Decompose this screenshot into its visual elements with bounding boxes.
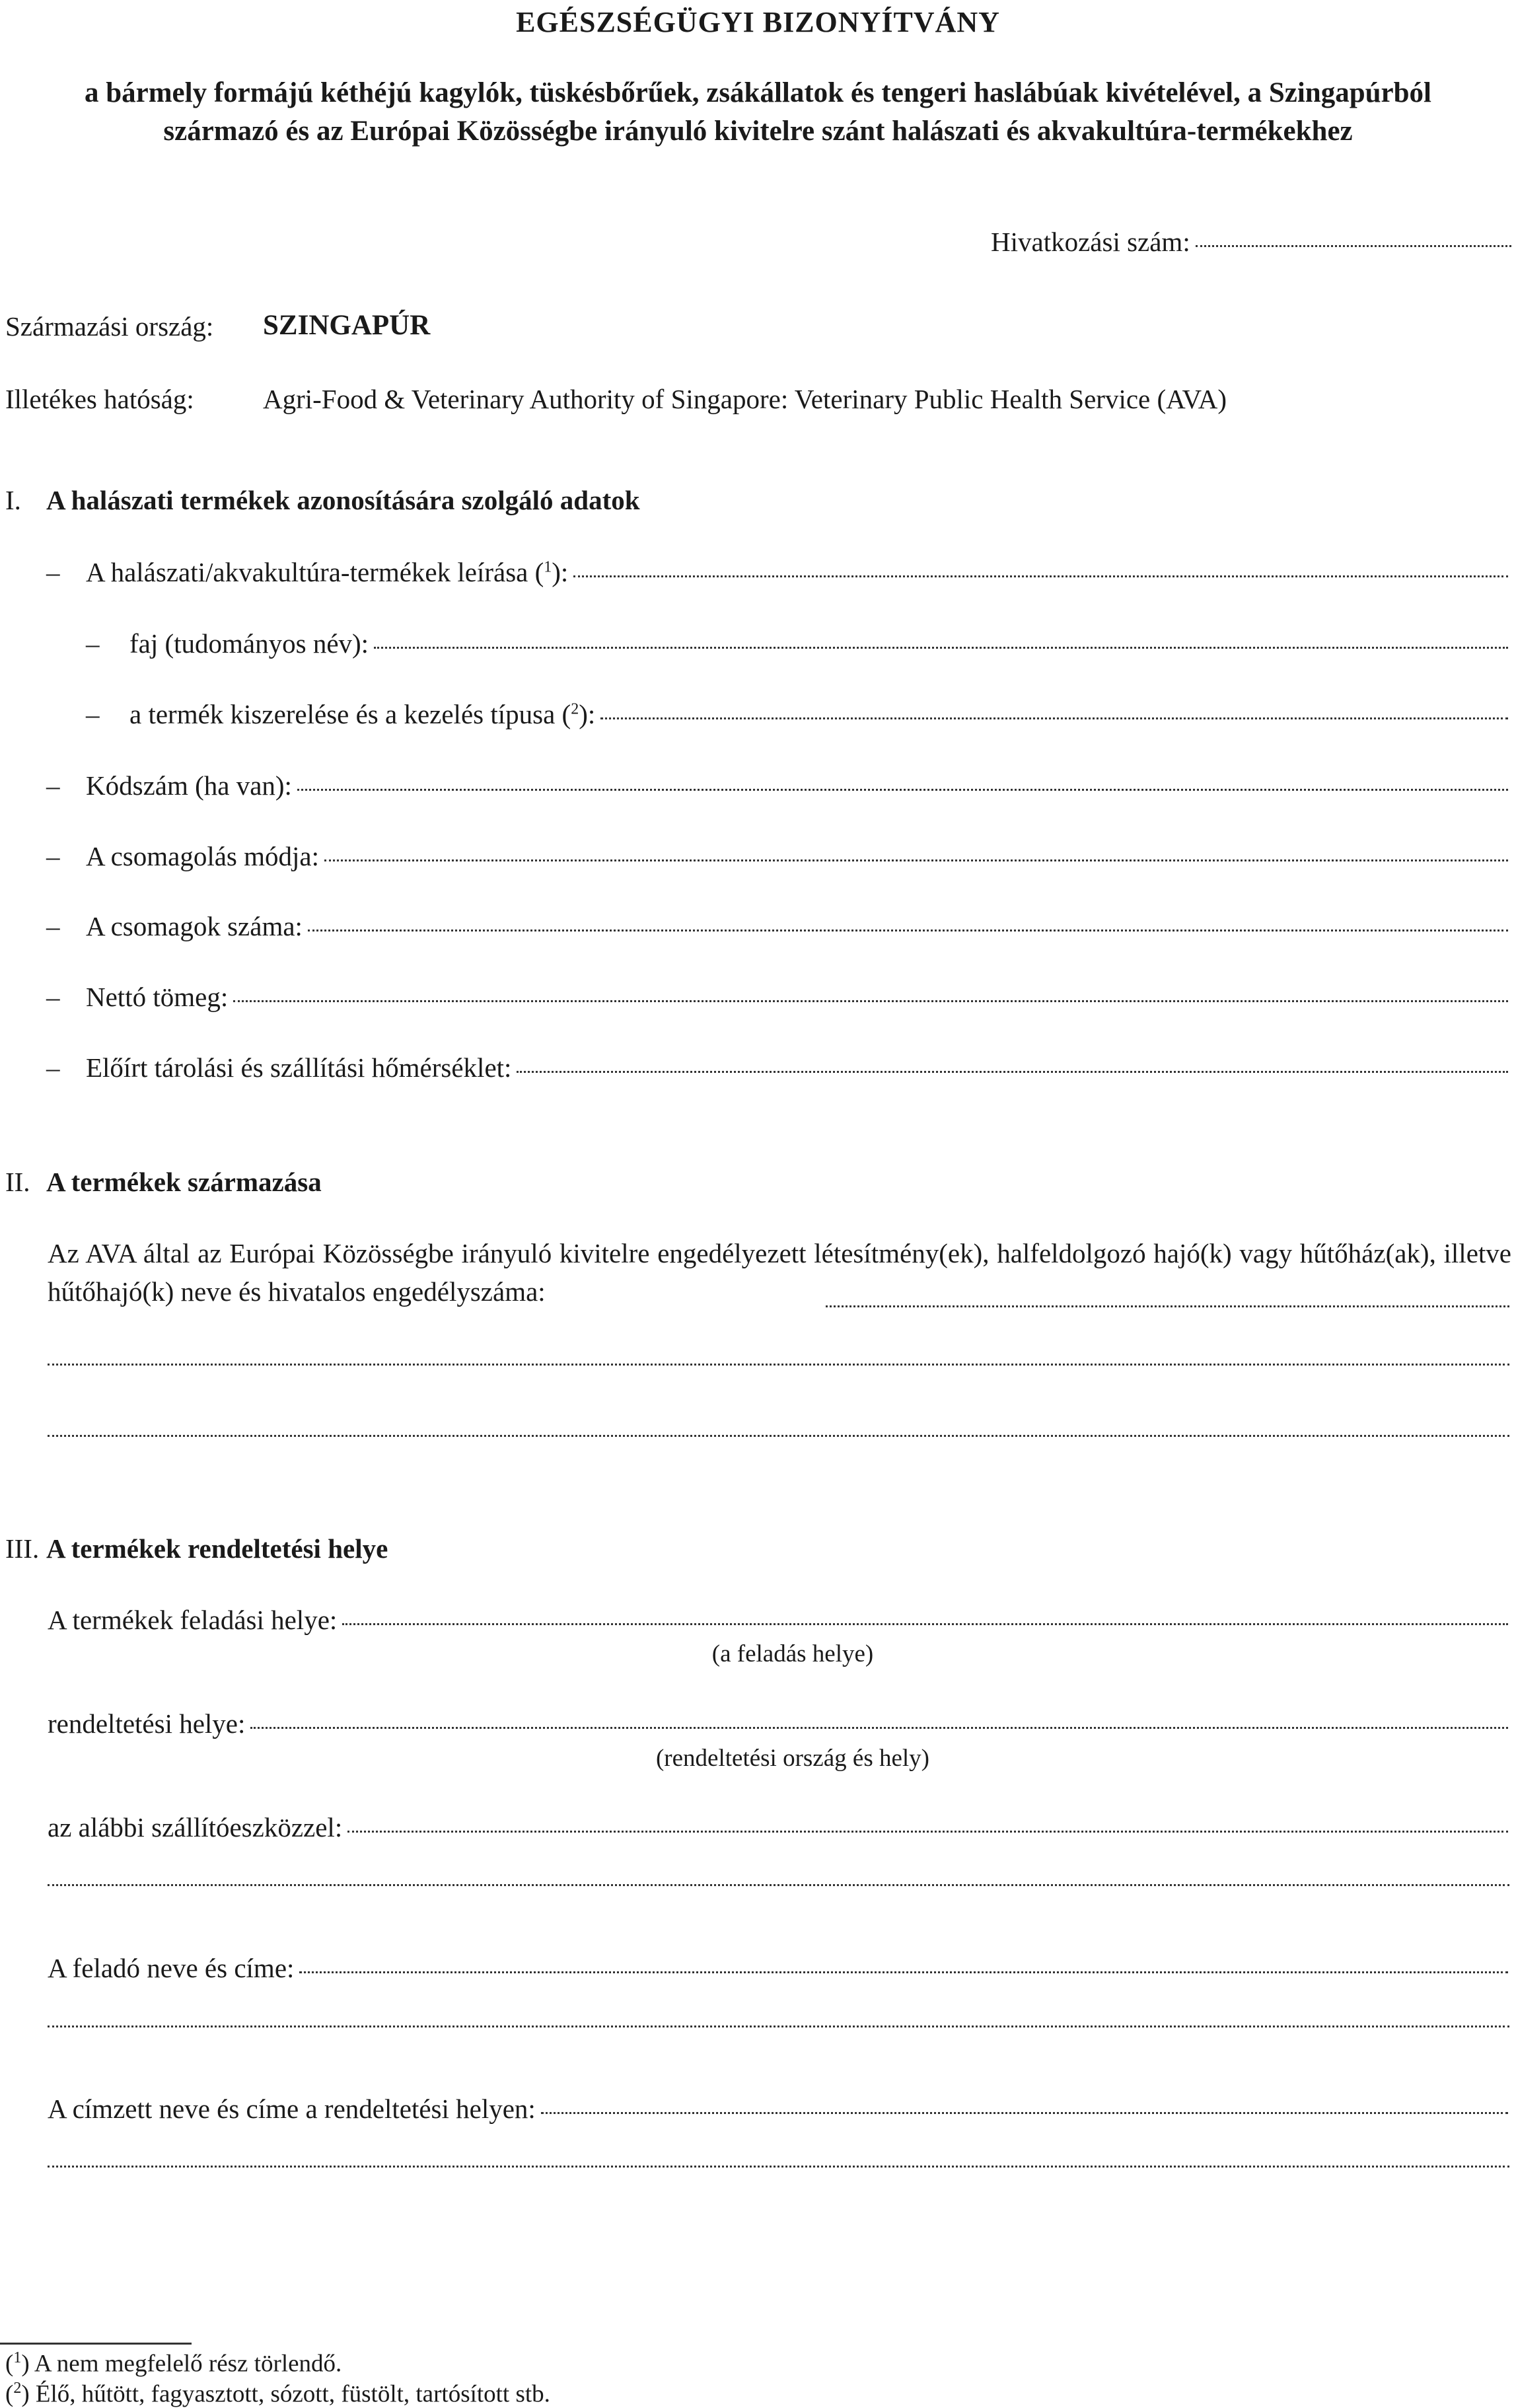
presentation-treatment-label: a termék kiszerelése és a kezelés típusa ( <box>129 699 571 729</box>
section-1-title: A halászati termékek azonosítására szolgáló adatok <box>46 485 640 515</box>
section-1-number: I. <box>5 485 21 515</box>
consignee-label: A címzett neve és címe a rendeltetési helyen: <box>48 2094 536 2124</box>
document-title: EGÉSZSÉGÜGYI BIZONYÍTVÁNY <box>516 6 1000 38</box>
net-weight-label: Nettó tömeg: <box>86 982 229 1012</box>
establishment-fill-3[interactable] <box>48 1435 1509 1437</box>
packaging-type-label: A csomagolás módja: <box>86 841 320 871</box>
net-weight-field[interactable]: – Nettó tömeg: <box>46 981 1508 1013</box>
species-label: faj (tudományos név): <box>129 628 369 659</box>
footnote-ref-1: 1 <box>544 558 552 576</box>
footnote-1-mark: 1 <box>13 2349 22 2366</box>
presentation-treatment-field[interactable]: – a termék kiszerelése és a kezelés típusa ($^2$): <box>86 698 1508 730</box>
establishment-fill-1[interactable] <box>826 1305 1509 1307</box>
package-count-label: A csomagok száma: <box>86 911 303 941</box>
footnote-1: ($^1$) A nem megfelelő rész törlendő. <box>5 2349 342 2378</box>
section-2-title: A termékek származása <box>46 1167 322 1197</box>
storage-temperature-field[interactable]: – Előírt tárolási és szállítási hőmérséklet: <box>46 1052 1508 1083</box>
destination-field[interactable] <box>48 1708 1508 1739</box>
authority-label: Illetékes hatóság: <box>5 384 194 414</box>
product-description-field[interactable]: – A halászati/akvakultúra-termékek leírása ($^1$): <box>46 556 1508 588</box>
shipping-place-caption: (a feladás helye) <box>711 1640 874 1667</box>
transport-label: az alábbi szállítóeszközzel: <box>48 1812 343 1842</box>
establishment-paragraph: Az AVA által az Európai Közösségbe irányuló kivitelre engedélyezett létesítmény(ek), halfeldolgozó hajó(k) vagy hűtőház(ak), illetve hűtőhajó(k) neve és hivatalos engedélyszáma: <box>48 1238 1511 1307</box>
document-subtitle: a bármely formájú kéthéjú kagylók, tüskésbőrűek, zsákállatok és tengeri haslábúak kivételével, a Szingapúrból származó és az Európai Közösségbe irányuló kivitelre szánt halászati és akvakultúra-termékekhez <box>84 77 1431 147</box>
section-3-title: A termékek rendeltetési helye <box>46 1533 388 1564</box>
country-label: Származási ország: <box>5 311 214 342</box>
authority-value: Agri-Food & Veterinary Authority of Singapore: Veterinary Public Health Service (AVA) <box>263 384 1227 414</box>
code-number-field[interactable]: – Kódszám (ha van): <box>46 770 1508 801</box>
footnote-1-text: A nem megfelelő rész törlendő. <box>34 2350 342 2378</box>
product-description-label: A halászati/akvakultúra-termékek leírása ( <box>86 557 544 587</box>
footnote-2: ($^2$) Élő, hűtött, fagyasztott, sózott, füstölt, tartósított stb. <box>5 2380 550 2408</box>
consignee-fill-2[interactable] <box>48 2166 1509 2168</box>
package-count-field[interactable]: – A csomagok száma: <box>46 910 1508 942</box>
storage-temperature-label: Előírt tárolási és szállítási hőmérséklet: <box>86 1052 512 1083</box>
reference-number-field[interactable] <box>991 226 1511 258</box>
shipping-place-label: A termékek feladási helye: <box>48 1605 338 1635</box>
section-2-heading <box>5 1166 322 1198</box>
footnote-ref-2: 2 <box>571 700 579 718</box>
footnote-2-mark: 2 <box>13 2380 22 2397</box>
species-field[interactable]: – faj (tudományos név): <box>86 628 1508 659</box>
section-2-number: II. <box>5 1167 30 1197</box>
packaging-type-field[interactable]: – A csomagolás módja: <box>46 840 1508 872</box>
footnote-separator <box>0 2343 192 2345</box>
section-1-heading <box>5 484 640 516</box>
section-3-number: III. <box>5 1533 40 1564</box>
destination-label: rendeltetési helye: <box>48 1708 246 1739</box>
destination-caption: (rendeltetési ország és hely) <box>655 1745 929 1772</box>
consignee-field[interactable] <box>48 2093 1508 2125</box>
transport-fill-2[interactable] <box>48 1884 1509 1886</box>
section-3-heading <box>5 1533 388 1564</box>
transport-field[interactable] <box>48 1811 1508 1843</box>
code-number-label: Kódszám (ha van): <box>86 770 292 801</box>
footnote-2-text: Élő, hűtött, fagyasztott, sózott, füstölt, tartósított stb. <box>35 2380 550 2408</box>
consignor-fill-2[interactable] <box>48 2025 1509 2027</box>
reference-number-fill <box>1196 245 1511 247</box>
reference-number-label: Hivatkozási szám: <box>991 227 1190 257</box>
consignor-label: A feladó neve és címe: <box>48 1953 295 1983</box>
consignor-field[interactable] <box>48 1952 1508 1984</box>
establishment-fill-2[interactable] <box>48 1364 1509 1366</box>
shipping-place-field[interactable] <box>48 1604 1508 1636</box>
country-value: SZINGAPÚR <box>263 310 431 341</box>
